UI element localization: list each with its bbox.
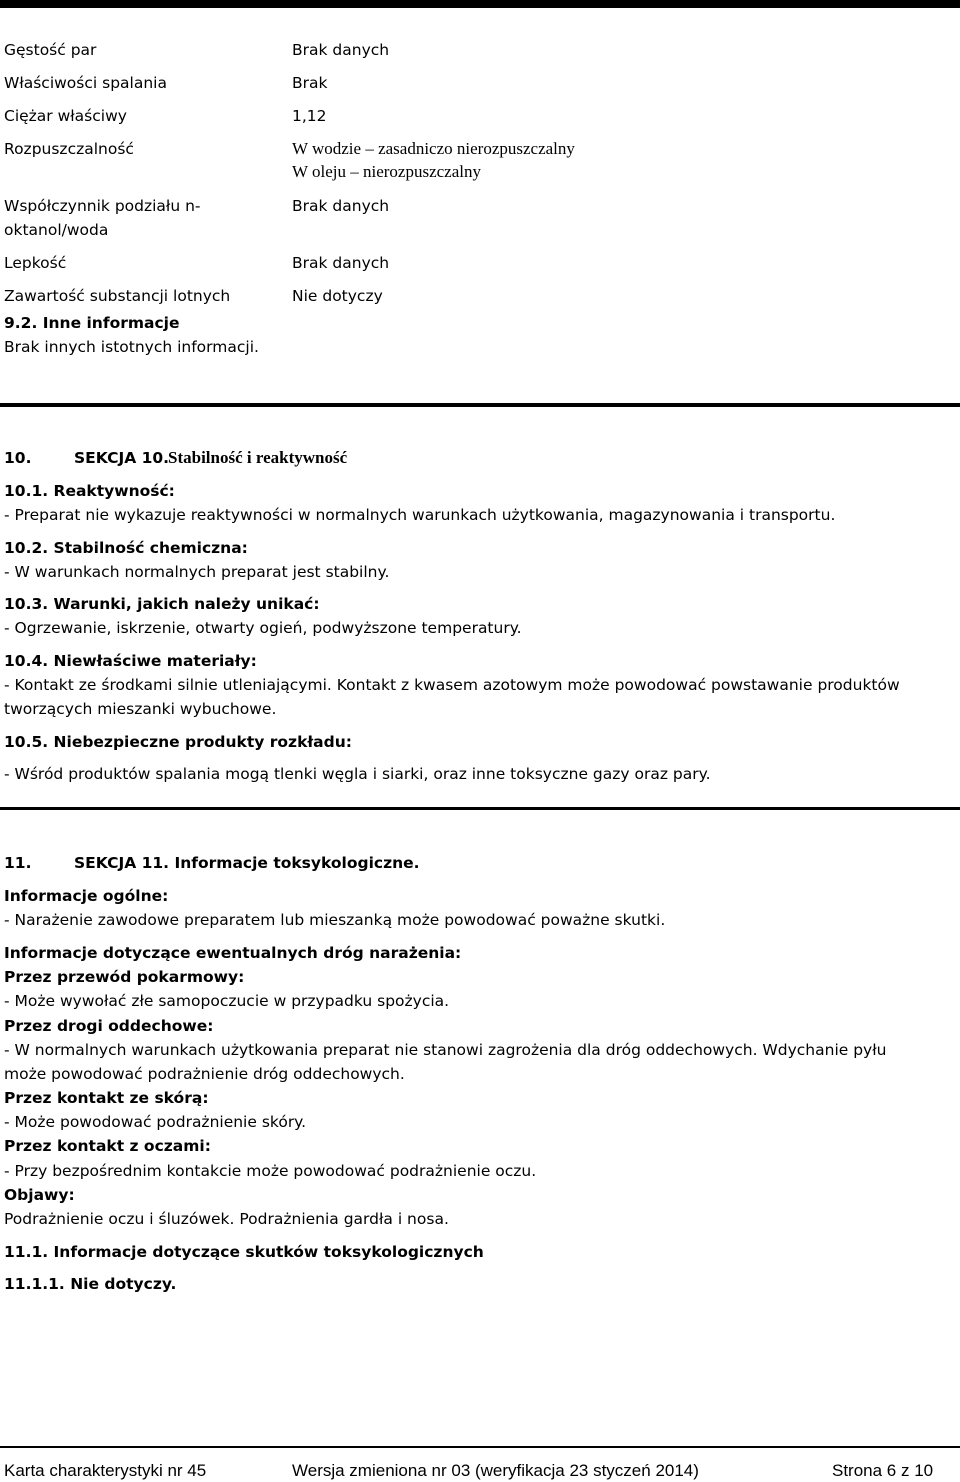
exposure-routes-heading: Informacje dotyczące ewentualnych dróg narażenia: bbox=[4, 944, 462, 962]
property-label: Współczynnik podziału n- bbox=[4, 197, 201, 215]
property-value: Nie dotyczy bbox=[292, 287, 383, 305]
property-label: Lepkość bbox=[4, 254, 67, 272]
eye-heading: Przez kontakt z oczami: bbox=[4, 1137, 211, 1155]
section-10-2-heading: 10.2. Stabilność chemiczna: bbox=[4, 539, 248, 557]
section-11-title: SEKCJA 11. Informacje toksykologiczne. bbox=[74, 854, 420, 872]
section-10-4-heading: 10.4. Niewłaściwe materiały: bbox=[4, 652, 257, 670]
skin-heading: Przez kontakt ze skórą: bbox=[4, 1089, 209, 1107]
top-rule bbox=[0, 0, 960, 8]
property-value: Brak danych bbox=[292, 254, 390, 272]
property-label: Właściwości spalania bbox=[4, 74, 167, 92]
general-info-text: - Narażenie zawodowe preparatem lub mieszanką może powodować poważne skutki. bbox=[4, 911, 666, 929]
section-11-1-1-text: 11.1.1. Nie dotyczy. bbox=[4, 1275, 177, 1293]
oral-heading: Przez przewód pokarmowy: bbox=[4, 968, 245, 986]
section-10-4-text-line2: tworzących mieszanki wybuchowe. bbox=[4, 700, 277, 718]
property-value-line2: W oleju – nierozpuszczalny bbox=[292, 162, 481, 181]
property-label: Zawartość substancji lotnych bbox=[4, 287, 231, 305]
property-value: Brak danych bbox=[292, 41, 390, 59]
general-info-heading: Informacje ogólne: bbox=[4, 887, 169, 905]
section-11-1-heading: 11.1. Informacje dotyczące skutków toksykologicznych bbox=[4, 1243, 484, 1261]
property-label-line2: oktanol/woda bbox=[4, 221, 109, 239]
inhalation-text: - W normalnych warunkach użytkowania preparat nie stanowi zagrożenia dla dróg oddechowych. Wdychanie pyłu bbox=[4, 1041, 887, 1059]
inhalation-heading: Przez drogi oddechowe: bbox=[4, 1017, 214, 1035]
section-9-2-heading: 9.2. Inne informacje bbox=[4, 314, 180, 332]
section-10-1-text: - Preparat nie wykazuje reaktywności w normalnych warunkach użytkowania, magazynowania i transportu. bbox=[4, 506, 836, 524]
section-10-title-rest: Stabilność i reaktywność bbox=[168, 448, 348, 467]
section-rule bbox=[0, 403, 960, 407]
footer-rule bbox=[0, 1446, 960, 1448]
section-10-5-text: - Wśród produktów spalania mogą tlenki węgla i siarki, oraz inne toksyczne gazy oraz pary. bbox=[4, 765, 711, 783]
property-label: Rozpuszczalność bbox=[4, 140, 134, 158]
section-10-3-text: - Ogrzewanie, iskrzenie, otwarty ogień, podwyższone temperatury. bbox=[4, 619, 522, 637]
oral-text: - Może wywołać złe samopoczucie w przypadku spożycia. bbox=[4, 992, 450, 1010]
section-11-number: 11. bbox=[4, 854, 32, 872]
property-value: Brak danych bbox=[292, 197, 390, 215]
section-10-3-heading: 10.3. Warunki, jakich należy unikać: bbox=[4, 595, 320, 613]
section-10-5-heading: 10.5. Niebezpieczne produkty rozkładu: bbox=[4, 733, 352, 751]
section-10-2-text: - W warunkach normalnych preparat jest stabilny. bbox=[4, 563, 390, 581]
section-rule bbox=[0, 807, 960, 810]
footer-version: Wersja zmieniona nr 03 (weryfikacja 23 styczeń 2014) bbox=[292, 1461, 699, 1480]
section-10-number: 10. bbox=[4, 449, 32, 467]
section-9-2-text: Brak innych istotnych informacji. bbox=[4, 338, 259, 356]
skin-text: - Może powodować podrażnienie skóry. bbox=[4, 1113, 307, 1131]
inhalation-text-line2: może powodować podrażnienie dróg oddechowych. bbox=[4, 1065, 405, 1083]
symptoms-heading: Objawy: bbox=[4, 1186, 75, 1204]
property-value: 1,12 bbox=[292, 107, 327, 125]
section-10-1-heading: 10.1. Reaktywność: bbox=[4, 482, 175, 500]
property-value: Brak bbox=[292, 74, 328, 92]
eye-text: - Przy bezpośrednim kontakcie może powodować podrażnienie oczu. bbox=[4, 1162, 537, 1180]
property-label: Gęstość par bbox=[4, 41, 97, 59]
section-10-4-text: - Kontakt ze środkami silnie utleniającymi. Kontakt z kwasem azotowym może powodować powstawanie produktów bbox=[4, 676, 900, 694]
footer-document-name: Karta charakterystyki nr 45 bbox=[4, 1461, 207, 1480]
footer-page-number: Strona 6 z 10 bbox=[832, 1461, 934, 1480]
symptoms-text: Podrażnienie oczu i śluzówek. Podrażnienia gardła i nosa. bbox=[4, 1210, 449, 1228]
section-10-title: SEKCJA 10. bbox=[74, 449, 170, 467]
property-label: Ciężar właściwy bbox=[4, 107, 127, 125]
property-value: W wodzie – zasadniczo nierozpuszczalny bbox=[292, 139, 575, 158]
